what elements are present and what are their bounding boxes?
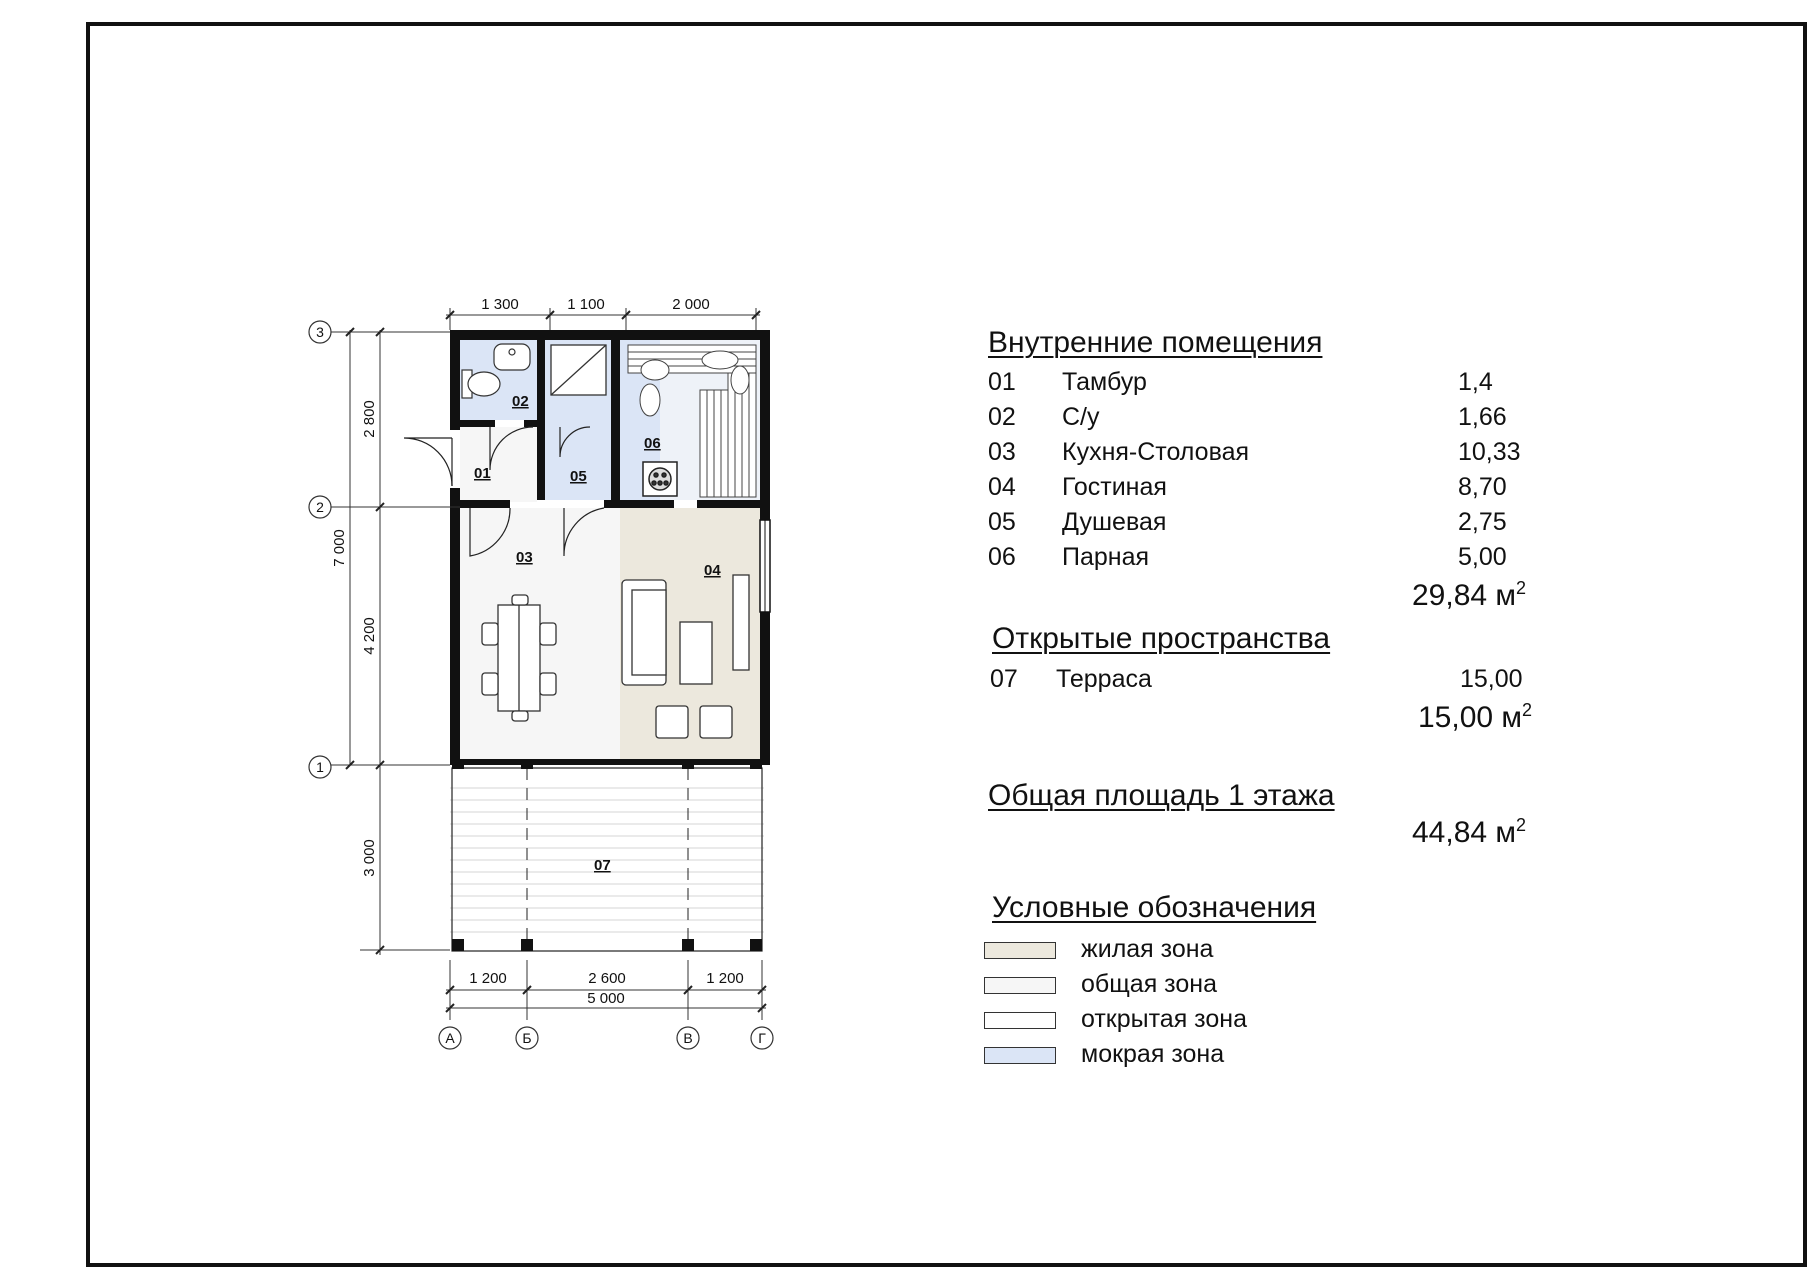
room-name: Душевая <box>1062 508 1167 536</box>
room-name: Гостиная <box>1062 473 1167 501</box>
room-number: 07 <box>990 665 1018 693</box>
dim-bottom-3: 1 200 <box>706 970 744 987</box>
room-number: 04 <box>988 473 1016 501</box>
legend-label: жилая зона <box>1081 935 1214 963</box>
dim-bottom-total: 5 000 <box>587 990 625 1007</box>
room-area: 15,00 <box>1460 665 1523 693</box>
room-number: 03 <box>988 438 1016 466</box>
room-name: Парная <box>1062 543 1150 571</box>
dim-top-2: 1 100 <box>567 296 605 313</box>
room-area: 8,70 <box>1458 473 1507 501</box>
open-spaces-title: Открытые пространства <box>992 622 1331 655</box>
room-number: 06 <box>988 543 1016 571</box>
legend-swatch-common <box>984 977 1056 994</box>
interior-total-sup: 2 <box>1516 578 1527 598</box>
dim-bottom-2: 2 600 <box>588 970 626 987</box>
room-area: 1,66 <box>1458 403 1507 431</box>
legend-swatch-wet <box>984 1047 1056 1064</box>
axis-row-3: 3 <box>316 324 324 340</box>
room-label-06: 06 <box>644 435 661 452</box>
room-name: Терраса <box>1056 665 1152 693</box>
open-spaces-total-sup: 2 <box>1522 700 1533 720</box>
room-label-05: 05 <box>570 468 587 485</box>
room-label-02: 02 <box>512 393 529 410</box>
axis-col-b: Б <box>522 1030 532 1046</box>
sauna-stove <box>643 462 677 496</box>
floor-total-title: Общая площадь 1 этажа <box>988 779 1335 812</box>
room-label-01: 01 <box>474 465 491 482</box>
dim-left-outer: 7 000 <box>331 529 348 567</box>
room-area: 10,33 <box>1458 438 1521 466</box>
room-area: 1,4 <box>1458 368 1493 396</box>
dim-left-2: 4 200 <box>361 617 378 655</box>
open-spaces-total-value: 15,00 м <box>1418 701 1523 734</box>
room-name: Тамбур <box>1062 368 1147 396</box>
axis-row-1: 1 <box>316 759 324 775</box>
room-number: 01 <box>988 368 1016 396</box>
room-number: 02 <box>988 403 1016 431</box>
room-label-07: 07 <box>594 857 611 874</box>
room-label-04: 04 <box>704 562 721 579</box>
legend-label: общая зона <box>1081 970 1217 998</box>
room-label-03: 03 <box>516 549 533 566</box>
legend-swatch-open <box>984 1012 1056 1029</box>
axis-col-g: Г <box>758 1030 766 1046</box>
interior-total-value: 29,84 м <box>1412 579 1517 612</box>
dim-top-1: 1 300 <box>481 296 519 313</box>
dim-left-1: 2 800 <box>361 400 378 438</box>
legend-label: открытая зона <box>1081 1005 1247 1033</box>
open-spaces-total <box>1418 700 1532 735</box>
room-name: Кухня-Столовая <box>1062 438 1250 466</box>
floor-total-sup: 2 <box>1516 815 1527 835</box>
legend-label: мокрая зона <box>1081 1040 1225 1068</box>
axis-row-2: 2 <box>316 499 324 515</box>
zone-common-01 <box>460 427 537 502</box>
dim-bottom-1: 1 200 <box>469 970 507 987</box>
legend-swatch-living <box>984 942 1056 959</box>
dim-left-3: 3 000 <box>361 839 378 877</box>
shower-tray <box>551 345 606 395</box>
room-area: 5,00 <box>1458 543 1507 571</box>
legend-title: Условные обозначения <box>992 891 1317 924</box>
floor-total <box>1412 815 1526 850</box>
room-name: С/у <box>1062 403 1100 431</box>
room-number: 05 <box>988 508 1016 536</box>
floor-total-value: 44,84 м <box>1412 816 1517 849</box>
room-area: 2,75 <box>1458 508 1507 536</box>
axis-col-a: А <box>445 1030 455 1046</box>
axis-col-v: В <box>683 1030 693 1046</box>
interior-title: Внутренние помещения <box>988 326 1323 359</box>
interior-total <box>1412 578 1526 613</box>
dim-top-3: 2 000 <box>672 296 710 313</box>
